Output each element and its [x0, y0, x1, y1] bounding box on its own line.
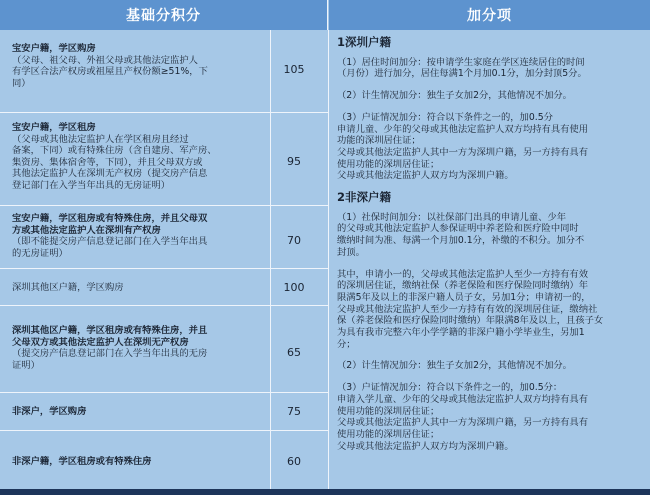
row-desc: 的无房证明）	[12, 247, 68, 259]
row-divider	[0, 112, 328, 113]
header-bonus	[329, 0, 650, 30]
table-row	[12, 406, 86, 418]
bonus-line: 父母或其他法定监护人其中一方为深圳户籍，另一方持有具有	[337, 146, 589, 158]
section-title-shenzhen: 1深圳户籍	[337, 35, 392, 49]
bonus-panel	[337, 35, 647, 462]
table-row	[12, 43, 208, 89]
row-desc: 集资房、集体宿舍等，下同），并且父母双方或	[12, 156, 203, 168]
bonus-paragraph	[337, 269, 647, 351]
column-divider	[270, 30, 271, 495]
bonus-line: 父母或其他法定监护人双方均为深圳户籍。	[337, 170, 514, 182]
header-basic-score-label: 基础分积分	[126, 8, 201, 24]
row-divider	[0, 305, 328, 306]
bonus-paragraph	[337, 112, 647, 182]
row-title: 宝安户籍，学区租房	[12, 122, 96, 133]
bonus-line: 父母或其他法定监护人至少一方持有有效的深圳居住证，缴纳社	[337, 303, 598, 315]
row-desc: 同）	[12, 77, 31, 89]
bonus-paragraph	[337, 382, 647, 452]
bonus-line: 功能的深圳居住证；	[337, 135, 421, 147]
bonus-line: 使用功能的深圳居住证；	[337, 405, 440, 417]
table-row	[12, 213, 207, 259]
row-desc: （父母或其他法定监护人在学区租房且经过	[12, 133, 189, 145]
bonus-line: 的父母或其他法定监护人参保证明中养老险和医疗险中同时	[337, 223, 579, 235]
bonus-line: 其中，申请小一的，父母或其他法定监护人至少一方持有有效	[337, 268, 589, 280]
row-score: 75	[287, 405, 301, 418]
bonus-paragraph	[337, 90, 647, 102]
bonus-line: 父母或其他法定监护人其中一方为深圳户籍，另一方持有具有	[337, 417, 589, 429]
bonus-line: 分；	[337, 338, 356, 350]
header-bonus-label: 加分项	[467, 8, 512, 24]
row-title: 深圳其他区户籍，学区租房或有特殊住房，并且	[12, 325, 208, 336]
row-score: 65	[287, 346, 301, 359]
bonus-line: （2）计生情况加分：独生子女加2分，其他情况不加分。	[337, 360, 572, 372]
row-divider	[0, 430, 328, 431]
row-title: 方或其他法定监护人在深圳有产权房	[12, 224, 161, 236]
row-desc: 深圳其他区户籍，学区购房	[12, 282, 124, 293]
row-desc: 备案，下同）或有特殊住房（含自建房、军产房、	[12, 145, 217, 157]
row-desc: 非深户籍，学区租房或有特殊住房	[12, 456, 152, 467]
row-title: 宝安户籍，学区购房	[12, 43, 96, 54]
bonus-paragraph	[337, 360, 647, 372]
row-divider	[0, 268, 328, 269]
row-score: 95	[287, 155, 301, 168]
row-divider	[0, 392, 328, 393]
bonus-line: 缴纳时间为准、每满一个月加0.1分，补缴的不积分。加分不	[337, 235, 585, 247]
bonus-paragraph	[337, 57, 647, 80]
row-desc: （即不能提交房产信息登记部门在入学当年出具	[12, 236, 208, 248]
bonus-line: 保（养老保险和医疗保险同时缴纳）年限满8年及以上，且孩子女	[337, 315, 604, 327]
bonus-line: （1）居住时间加分：按申请学生家庭在学区连续居住的时间	[337, 56, 585, 68]
row-desc: 非深户，学区购房	[12, 406, 87, 417]
row-divider	[0, 205, 328, 206]
bonus-line: 父母或其他法定监护人双方均为深圳户籍。	[337, 440, 514, 452]
table-row	[12, 282, 124, 294]
bottom-border	[0, 489, 650, 495]
row-desc: 登记部门在入学当年出具的无房证明）	[12, 179, 171, 191]
row-score: 100	[283, 281, 305, 294]
bonus-line: 的深圳居住证，缴纳社保（养老保险和医疗保险同时缴纳）年	[337, 280, 589, 292]
section-title-non-shenzhen: 2非深户籍	[337, 190, 392, 205]
row-desc: 有学区合法产权房或祖屋且产权份额≥51%，下	[12, 66, 208, 78]
bonus-line: （月份）进行加分，居住每满1个月加0.1分，加分封顶5分。	[337, 68, 587, 80]
bonus-line: 限满5年及以上的非深户籍人员子女，另加1分；申请初一的，	[337, 291, 591, 303]
row-desc: 证明）	[12, 359, 40, 371]
table-row	[12, 325, 207, 371]
bonus-line: 封顶。	[337, 246, 365, 258]
table-row	[12, 456, 151, 468]
bonus-line: （3）户证情况加分：符合以下条件之一的，加0.5分：	[337, 382, 563, 394]
row-desc: （提交房产信息登记部门在入学当年出具的无房	[12, 348, 208, 360]
bonus-line: 申请入学儿童、少年的父母或其他法定监护人双方均持有具有	[337, 393, 589, 405]
bonus-line: （1）社保时间加分：以社保部门出具的申请儿童、少年	[337, 211, 567, 223]
bonus-paragraph	[337, 212, 647, 259]
table-row	[12, 122, 217, 192]
bonus-line: （2）计生情况加分：独生子女加2分，其他情况不加分。	[337, 90, 572, 102]
row-title: 父母双方或其他法定监护人在深圳无产权房	[12, 336, 189, 348]
row-title: 宝安户籍，学区租房或有特殊住房，并且父母双	[12, 213, 208, 224]
bonus-line: 申请儿童、少年的父母或其他法定监护人双方均持有具有使用	[337, 123, 589, 135]
bonus-line: （3）户证情况加分：符合以下条件之一的，加0.5分	[337, 111, 553, 123]
column-divider	[328, 30, 329, 495]
bonus-line: 使用功能的深圳居住证；	[337, 158, 440, 170]
row-score: 105	[283, 63, 305, 76]
row-desc: 其他法定监护人在深圳无产权房（提交房产信息	[12, 168, 208, 180]
header-basic-score	[0, 0, 328, 30]
row-desc: （父母、祖父母、外祖父母或其他法定监护人	[12, 54, 198, 66]
bonus-line: 使用功能的深圳居住证；	[337, 428, 440, 440]
row-score: 70	[287, 234, 301, 247]
row-score: 60	[287, 455, 301, 468]
bonus-line: 为具有我市完整六年小学学籍的非深户籍小学毕业生，另加1	[337, 327, 585, 339]
